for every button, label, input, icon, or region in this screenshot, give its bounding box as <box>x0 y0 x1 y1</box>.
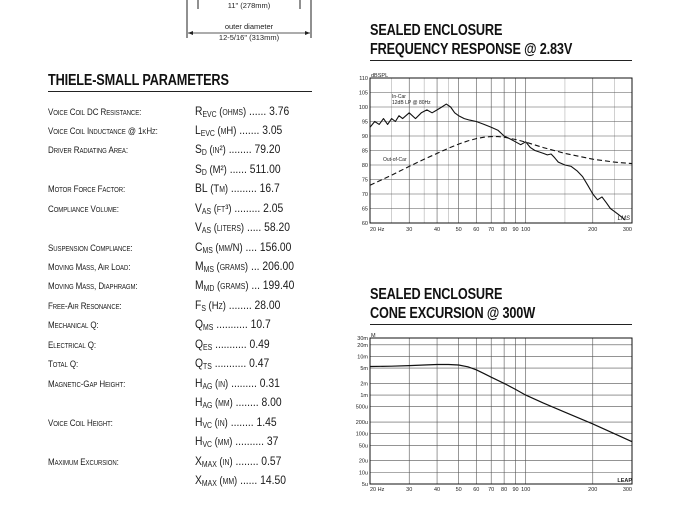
x-tick-label: 60 <box>473 487 480 493</box>
y-tick-label: 10u <box>358 470 368 477</box>
param-number: 79.20 <box>254 142 281 156</box>
param-number: 16.7 <box>259 181 280 195</box>
y-tick-label: 1m <box>360 393 368 400</box>
outer-diameter-caption: outer diameter <box>224 22 274 31</box>
param-row <box>48 395 312 413</box>
freq-title-line1: SEALED ENCLOSURE <box>370 22 503 39</box>
param-value: $M_{MS}$ (grams) ... 206.00 <box>195 259 294 274</box>
x-tick-label: 200 <box>588 227 598 233</box>
param-number: 2.05 <box>263 201 284 215</box>
excursion-title-line2: CONE EXCURSION @ 300W <box>370 305 536 322</box>
param-value: $L_{EVC}$ (mH) ....... 3.05 <box>195 123 283 138</box>
param-value: $H_{VC}$ (in) ........ 1.45 <box>195 415 277 430</box>
annotation-in-car: In-Car <box>392 94 406 100</box>
param-dots: ...... <box>237 473 261 487</box>
inner-diameter-label: 11" (278mm) <box>227 1 271 10</box>
y-tick-label: 30m <box>357 336 368 342</box>
y-tick-label: 5u <box>361 482 368 488</box>
param-symbol: H <box>195 395 203 409</box>
excursion-title-line1: SEALED ENCLOSURE <box>370 286 503 303</box>
param-symbol: M <box>195 259 204 273</box>
param-dots: ........ <box>227 415 257 429</box>
y-tick-label: 85 <box>361 148 368 155</box>
x-tick-label: 50 <box>455 227 462 233</box>
param-unit: (M²) <box>206 164 227 176</box>
param-number: 511.00 <box>249 162 281 176</box>
param-row <box>48 356 312 374</box>
param-label: Total Q: <box>48 359 79 369</box>
x-tick-label: 80 <box>501 227 508 233</box>
param-unit: (Tm) <box>207 183 229 195</box>
x-tick-label: 40 <box>433 227 441 233</box>
param-row <box>48 376 312 394</box>
y-tick-label: 75 <box>361 177 368 184</box>
param-number: 28.00 <box>254 298 281 312</box>
x-tick-label: 100 <box>521 227 531 233</box>
param-symbol: Q <box>195 317 204 331</box>
param-dots: ........ <box>225 142 255 156</box>
x-tick-label: 70 <box>488 227 495 233</box>
param-unit: (mH) <box>214 125 237 137</box>
param-symbol: Q <box>195 356 204 370</box>
param-dots: ......... <box>228 376 260 390</box>
annotation-lp: 12dB LP @ 80Hz <box>392 100 431 106</box>
param-label: Suspension Compliance: <box>48 243 133 253</box>
param-label: Driver Radiating Area: <box>48 145 128 155</box>
param-value: $Q_{MS}$ ........... 10.7 <box>195 317 271 332</box>
param-dots: ..... <box>244 220 265 234</box>
param-symbol: H <box>195 415 203 429</box>
param-value: $Q_{ES}$ ........... 0.49 <box>195 337 270 352</box>
y-tick-label: 5m <box>360 366 368 373</box>
param-number: 0.49 <box>249 337 270 351</box>
y-tick-label: 200u <box>355 420 368 427</box>
param-number: 58.20 <box>264 220 290 234</box>
param-row <box>48 317 312 335</box>
param-number: 0.47 <box>249 356 270 370</box>
param-value: $H_{VC}$ (mm) .......... 37 <box>195 434 279 449</box>
param-row <box>48 181 312 199</box>
x-tick-label: 300 <box>622 487 632 493</box>
y-tick-label: 95 <box>361 119 368 126</box>
param-value: $R_{EVC}$ (ohms) ...... 3.76 <box>195 104 290 119</box>
excursion-title-rule <box>370 324 632 325</box>
y-tick-label: 20u <box>358 458 368 465</box>
param-dots: ......... <box>228 181 260 195</box>
freq-title-rule <box>370 60 632 61</box>
y-tick-label: 500u <box>355 404 368 411</box>
param-number: 3.05 <box>262 123 283 137</box>
param-symbol: X <box>195 473 202 487</box>
x-tick-label: 90 <box>512 487 519 493</box>
param-label: Moving Mass, Air Load: <box>48 262 131 272</box>
y-tick-label: 90 <box>361 134 368 140</box>
param-symbol: BL <box>195 181 208 195</box>
param-number: 0.31 <box>259 376 280 390</box>
param-symbol: L <box>195 123 201 137</box>
y-tick-label: 60 <box>361 221 368 227</box>
param-number: 1.45 <box>256 415 277 429</box>
param-dots: ........... <box>211 356 250 370</box>
x-tick-label: 20 Hz <box>370 227 385 233</box>
param-number: 0.57 <box>261 454 282 468</box>
param-label: Voice Coil Inductance @ 1kHz: <box>48 126 158 136</box>
param-label: Voice Coil DC Resistance: <box>48 107 142 117</box>
y-axis-label: dBSPL <box>371 73 389 79</box>
param-unit: (in) <box>216 456 233 468</box>
x-tick-label: 70 <box>488 487 495 493</box>
x-tick-label: 20 Hz <box>370 487 385 493</box>
param-symbol: V <box>195 220 202 234</box>
cone-excursion-chart <box>340 330 640 515</box>
x-tick-label: 30 <box>406 227 413 233</box>
param-label: Magnetic-Gap Height: <box>48 379 126 389</box>
x-tick-label: 80 <box>501 487 508 493</box>
param-unit: (ft³) <box>211 203 232 215</box>
param-row <box>48 240 312 258</box>
y-axis-label: M <box>371 333 376 339</box>
param-row <box>48 104 312 122</box>
param-unit: (in²) <box>206 144 226 156</box>
param-unit: (μm/N) <box>212 242 243 254</box>
param-row <box>48 298 312 316</box>
param-value: $X_{MAX}$ (in) ........ 0.57 <box>195 454 282 469</box>
dimension-diagram <box>183 0 315 45</box>
param-symbol: M <box>195 278 204 292</box>
param-row <box>48 162 312 180</box>
param-unit: (in) <box>212 417 228 429</box>
param-row <box>48 220 312 238</box>
param-value: $Q_{TS}$ ........... 0.47 <box>195 356 270 371</box>
x-tick-label: 300 <box>622 227 632 233</box>
param-row <box>48 415 312 433</box>
param-label: Motor Force Factor: <box>48 184 126 194</box>
y-tick-label: 10m <box>357 354 368 361</box>
param-dots: ........ <box>225 298 255 312</box>
param-number: 14.50 <box>260 473 286 487</box>
y-tick-label: 20m <box>357 342 368 349</box>
param-dots: ...... <box>246 104 270 118</box>
param-unit: (in) <box>212 378 229 390</box>
y-tick-label: 105 <box>358 90 368 97</box>
param-row <box>48 337 312 355</box>
param-symbol: V <box>195 201 202 215</box>
x-tick-label: 50 <box>455 487 462 493</box>
y-tick-label: 110 <box>359 76 368 82</box>
param-dots: ........ <box>232 454 262 468</box>
param-row <box>48 278 312 296</box>
param-row <box>48 454 312 472</box>
param-label: Maximum Excursion: <box>48 457 119 467</box>
param-dots: .... <box>242 240 260 254</box>
y-tick-label: 100u <box>355 431 368 438</box>
param-symbol: R <box>195 104 203 118</box>
param-number: 37 <box>266 434 279 448</box>
param-symbol: F <box>195 298 202 312</box>
x-tick-label: 100 <box>521 487 531 493</box>
param-label: Voice Coil Height: <box>48 418 113 428</box>
param-symbol: S <box>195 142 202 156</box>
param-symbol: X <box>195 454 202 468</box>
param-dots: ........ <box>232 395 262 409</box>
param-dots: ......... <box>231 201 264 215</box>
x-tick-label: 60 <box>473 227 480 233</box>
param-value: $H_{AG}$ (in) ......... 0.31 <box>195 376 280 391</box>
param-row <box>48 123 312 141</box>
param-value: $C_{MS}$ (μm/N) .... 156.00 <box>195 240 292 255</box>
param-label: Electrical Q: <box>48 340 96 350</box>
param-value: $S_D$ (in²) ........ 79.20 <box>195 142 281 157</box>
outer-diameter-value: 12-5/16" (313mm) <box>218 33 280 42</box>
freq-title-line2: FREQUENCY RESPONSE @ 2.83V <box>370 41 573 58</box>
param-value: $V_{AS}$ (ft³) ......... 2.05 <box>195 201 284 216</box>
param-label: Mechanical Q: <box>48 320 99 330</box>
params-title-rule <box>48 91 312 92</box>
param-dots: ....... <box>236 123 263 137</box>
param-value: $M_{MD}$ (grams) ... 199.40 <box>195 278 295 293</box>
param-unit: (mm) <box>212 436 233 448</box>
param-unit: (grams) <box>213 261 249 273</box>
param-dots: ... <box>248 259 263 273</box>
param-unit: (mm) <box>216 475 238 487</box>
params-title: THIELE-SMALL PARAMETERS <box>48 72 229 89</box>
param-row <box>48 259 312 277</box>
param-value: $H_{AG}$ (mm) ........ 8.00 <box>195 395 282 410</box>
param-value <box>195 181 280 195</box>
param-unit: (liters) <box>211 222 245 234</box>
param-dots: ... <box>248 278 263 292</box>
param-number: 206.00 <box>262 259 294 273</box>
lms-logo: LMS <box>617 216 630 222</box>
param-label: Free-Air Resonance: <box>48 301 122 311</box>
param-value: $S_D$ (M²) ...... 511.00 <box>195 162 281 177</box>
y-tick-label: 100 <box>358 105 368 111</box>
param-number: 3.76 <box>269 104 290 118</box>
x-tick-label: 40 <box>433 487 441 493</box>
param-dots: .......... <box>232 434 267 448</box>
x-tick-label: 30 <box>406 487 413 493</box>
frequency-response-chart <box>340 68 640 236</box>
param-symbol: H <box>195 376 203 390</box>
param-dots: ...... <box>226 162 250 176</box>
param-row <box>48 142 312 160</box>
param-symbol: H <box>195 434 203 448</box>
param-number: 8.00 <box>261 395 282 409</box>
y-tick-label: 65 <box>361 206 368 213</box>
param-unit: (grams) <box>214 280 249 292</box>
param-row <box>48 201 312 219</box>
param-symbol: Q <box>195 337 204 351</box>
y-tick-label: 2m <box>360 381 368 388</box>
leap-logo: LEAP <box>617 478 632 484</box>
param-symbol: C <box>195 240 203 254</box>
param-unit: (mm) <box>212 397 233 409</box>
param-row <box>48 473 312 491</box>
param-row <box>48 434 312 452</box>
y-tick-label: 50u <box>358 443 368 450</box>
param-number: 156.00 <box>259 240 292 254</box>
x-tick-label: 200 <box>588 487 598 493</box>
param-dots: ........... <box>212 337 250 351</box>
param-value: $X_{MAX}$ (mm) ...... 14.50 <box>195 473 286 488</box>
param-number: 199.40 <box>262 278 295 292</box>
param-label: Compliance Volume: <box>48 204 119 214</box>
param-number: 10.7 <box>250 317 271 331</box>
param-unit: (Hz) <box>205 300 226 312</box>
annotation-out-of-car: Out-of-Car <box>383 157 407 163</box>
x-tick-label: 90 <box>512 227 519 233</box>
param-dots: ........... <box>213 317 251 331</box>
y-tick-label: 70 <box>361 192 368 198</box>
param-symbol: S <box>195 162 202 176</box>
y-tick-label: 80 <box>361 163 368 169</box>
param-label: Moving Mass, Diaphragm: <box>48 281 138 291</box>
param-unit: (ohms) <box>216 106 247 118</box>
param-value: $F_S$ (Hz) ........ 28.00 <box>195 298 281 313</box>
param-value: $V_{AS}$ (liters) ..... 58.20 <box>195 220 290 235</box>
